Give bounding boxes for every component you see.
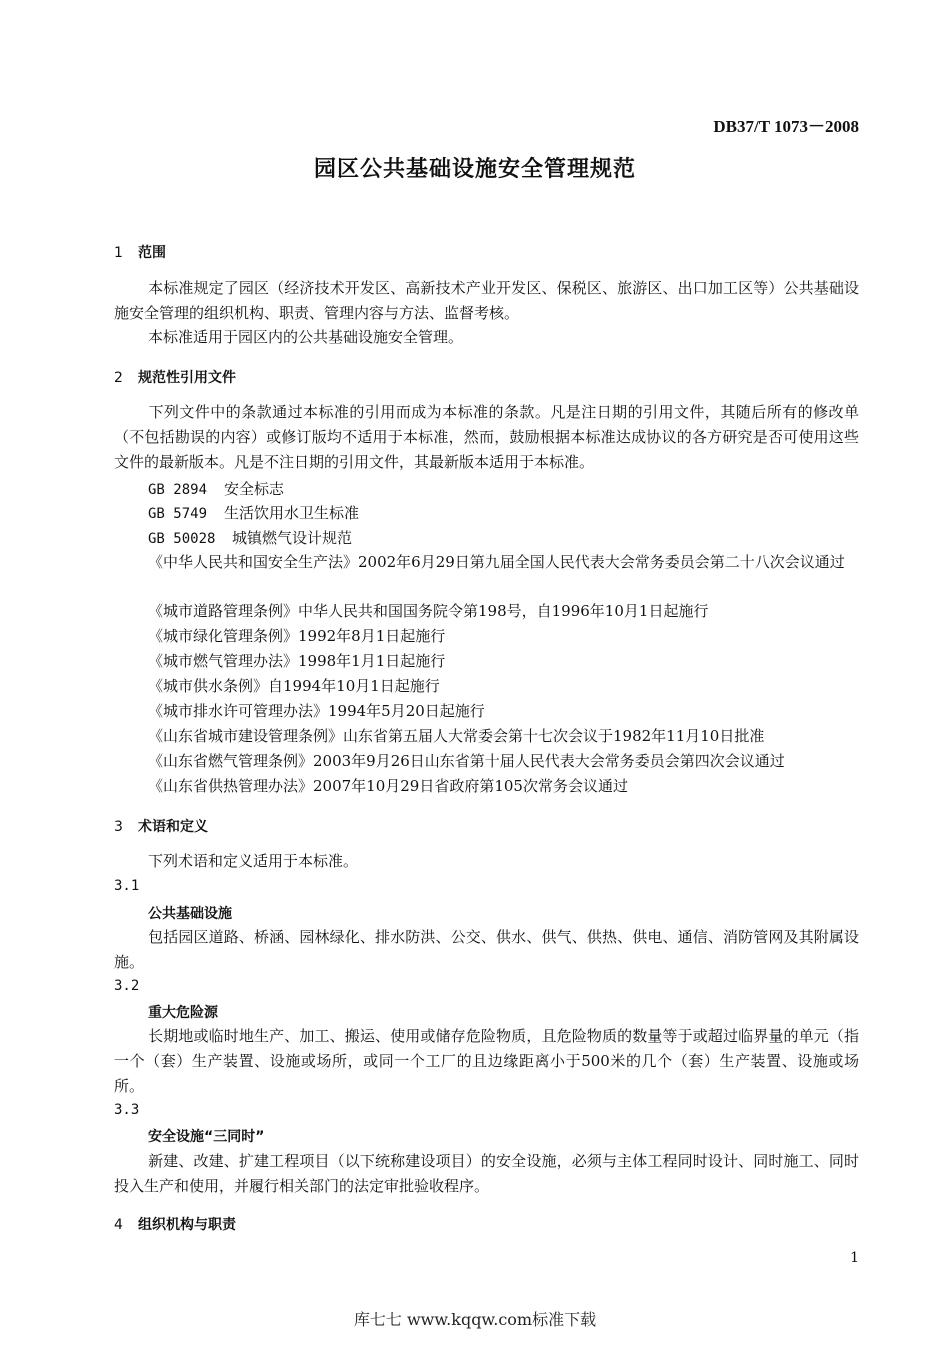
- reference-law-item: 《城市供水条例》自1994年10月1日起施行: [148, 677, 440, 695]
- term-number: 3.3: [114, 1102, 140, 1118]
- reference-law-item: 《城市排水许可管理办法》1994年5月20日起施行: [148, 702, 485, 720]
- term-definition: 新建、改建、扩建工程项目（以下统称建设项目）的安全设施，必须与主体工程同时设计、同时施工、同时投入生产和使用，并履行相关部门的法定审批验收程序。: [114, 1152, 859, 1195]
- term-number: 3.2: [114, 978, 140, 994]
- reference-safety-law: 《中华人民共和国安全生产法》2002年6月29日第九届全国人民代表大会常务委员会第二十八次会议通过: [148, 553, 845, 571]
- term-title: 安全设施“三同时”: [148, 1129, 265, 1145]
- section-3-heading: 3 术语和定义: [114, 819, 208, 835]
- section-1-paragraph-1: 本标准规定了园区（经济技术开发区、高新技术产业开发区、保税区、旅游区、出口加工区等）公共基础设施安全管理的组织机构、职责、管理内容与方法、监督考核。: [114, 279, 859, 322]
- reference-gb5749: GB 5749 生活饮用水卫生标准: [148, 504, 360, 522]
- document-title: 园区公共基础设施安全管理规范: [313, 157, 636, 182]
- section-3-intro: 下列术语和定义适用于本标准。: [148, 852, 359, 870]
- section-2-heading: 2 规范性引用文件: [114, 370, 236, 386]
- reference-gb50028: GB 50028 城镇燃气设计规范: [148, 529, 353, 547]
- footer-watermark: 库七七 www.kqqw.com标准下载: [353, 1310, 597, 1329]
- reference-law-item: 《山东省供热管理办法》2007年10月29日省政府第105次常务会议通过: [148, 777, 628, 795]
- reference-law-item: 《山东省燃气管理条例》2003年9月26日山东省第十届人民代表大会常务委员会第四次会议通过: [148, 752, 785, 770]
- term-title: 重大危险源: [148, 1005, 218, 1021]
- reference-law-item: 《山东省城市建设管理条例》山东省第五届人大常委会第十七次会议于1982年11月10日批准: [148, 727, 765, 745]
- term-definition: 包括园区道路、桥涵、园林绿化、排水防洪、公交、供水、供气、供热、供电、通信、消防管网及其附属设施。: [114, 928, 859, 971]
- reference-law-item: 《城市道路管理条例》中华人民共和国国务院令第198号，自1996年10月1日起施行: [148, 602, 709, 620]
- term-title: 公共基础设施: [148, 906, 232, 922]
- reference-law-item: 《城市绿化管理条例》1992年8月1日起施行: [148, 627, 446, 645]
- document-code: DB37/T 1073－2008: [713, 117, 859, 136]
- term-definition: 长期地或临时地生产、加工、搬运、使用或储存危险物质，且危险物质的数量等于或超过临界量的单元（指一个（套）生产装置、设施或场所，或同一个工厂的且边缘距离小于500米的几个（套）生产装置、设施或场所。: [114, 1027, 859, 1095]
- section-1-heading: 1 范围: [114, 245, 166, 261]
- section-1-paragraph-2: 本标准适用于园区内的公共基础设施安全管理。: [148, 328, 464, 346]
- section-4-heading: 4 组织机构与职责: [114, 1217, 236, 1233]
- term-number: 3.1: [114, 878, 140, 894]
- page-number: 1: [850, 1250, 859, 1266]
- reference-law-item: 《城市燃气管理办法》1998年1月1日起施行: [148, 652, 446, 670]
- reference-gb2894: GB 2894 安全标志: [148, 480, 285, 498]
- section-2-paragraph: 下列文件中的条款通过本标准的引用而成为本标准的条款。凡是注日期的引用文件，其随后所有的修改单（不包括勘误的内容）或修订版均不适用于本标准，然而，鼓励根据本标准达成协议的各方研究是否可使用这些文件的最新版本。凡是不注日期的引用文件，其最新版本适用于本标准。: [114, 403, 859, 471]
